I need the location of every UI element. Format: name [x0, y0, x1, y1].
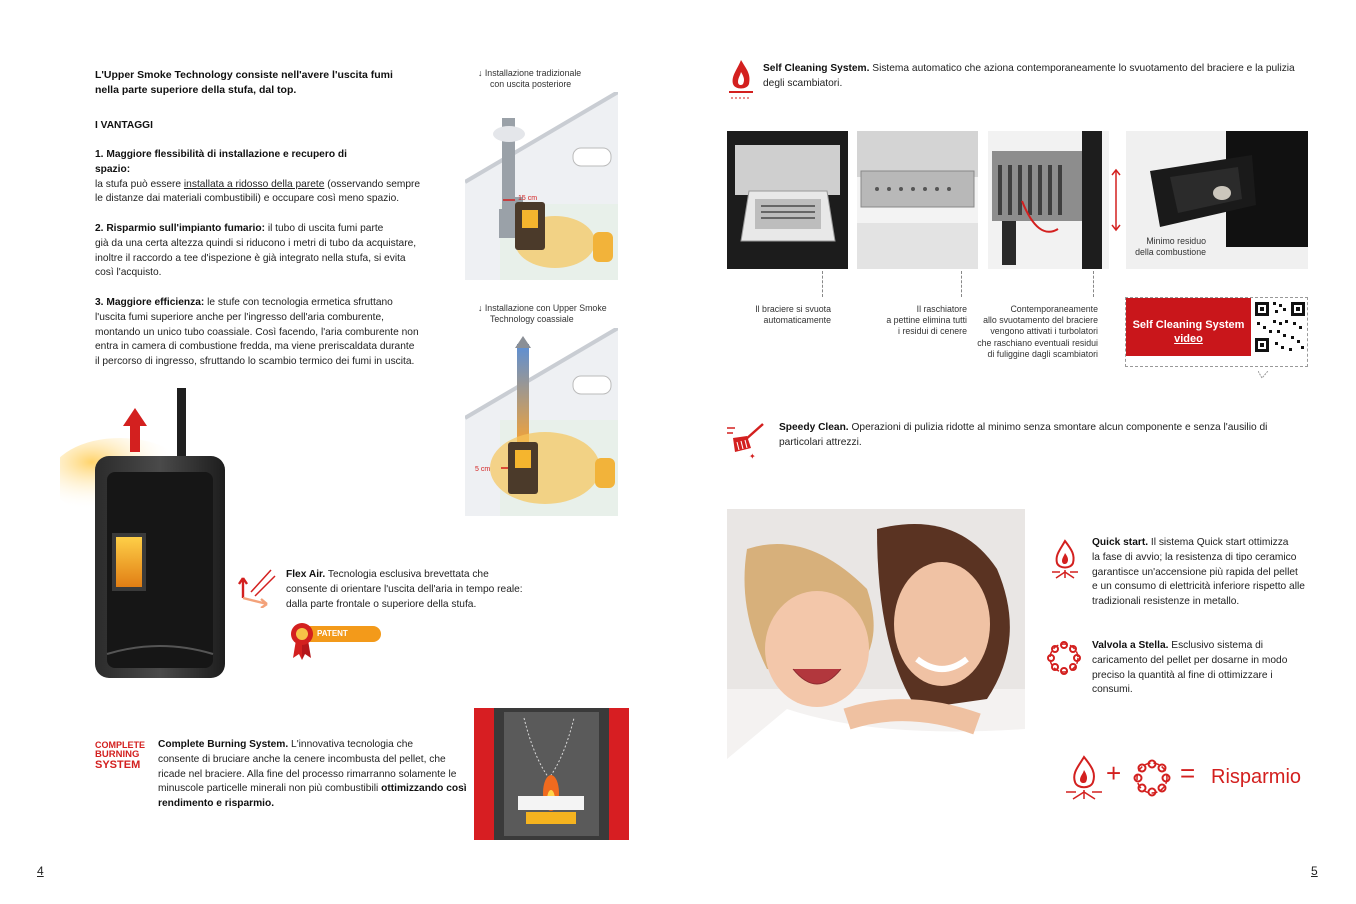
flame-spark-icon — [1046, 538, 1084, 580]
vantaggio-2: 2. Risparmio sull'impianto fumario: il tubo di uscita fumi parte già da una certa altezza quindi si riducono i metri di tubo da acquistare, inoltre il raccordo a tee d'ispezione è già integrato nella stufa, si evita così l'acquisto. — [95, 223, 417, 279]
speech-tail-icon — [1258, 366, 1270, 374]
connector-2 — [961, 271, 962, 297]
diagram-upper-smoke-installation — [465, 328, 618, 516]
caption-residuo: Minimo residuo della combustione — [1135, 236, 1206, 258]
diagram-1-label: ↓ Installazione tradizionale con uscita posteriore — [478, 68, 582, 90]
vantaggio-1: 1. Maggiore flessibilità di installazione e recupero di spazio: la stufa può essere installata a ridosso della parete (osservando sempre le distanze dai materiali combustibili) e occupare così meno spazio. — [95, 149, 421, 205]
caption-raschiatore: Il raschiatore a pettine elimina tutti i residui di cenere — [886, 304, 967, 337]
page-number-left: 4 — [37, 864, 44, 878]
burn-chamber-image — [474, 708, 629, 840]
flex-air-text: Flex Air. Tecnologia esclusiva brevettata che consente di orientare l'uscita dell'aria in tempo reale: dalla parte frontale o superiore della stufa. — [286, 569, 523, 610]
valvola-text: Valvola a Stella. Esclusivo sistema di caricamento del pellet per dosarne in modo preciso la quantità al fine di ottimizzare i consumi. — [1092, 640, 1288, 696]
cbs-text: Complete Burning System. L'innovativa tecnologia che consente di bruciare anche la cenere incombusta del pellet, che ricade nel braciere. Alla fine del processo rimarranno solamente le minuscole particelle minerali non più combustibili ottimizzando così rendimento e risparmio. — [158, 739, 467, 810]
speedy-clean-text: Speedy Clean. Operazioni di pulizia ridotte al minimo senza smontare alcun componente e senza l'ausilio di particolari attrezzi. — [779, 422, 1268, 448]
stove-product-image — [60, 388, 235, 680]
star-valve-icon — [1046, 640, 1082, 676]
mother-child-photo — [727, 509, 1025, 840]
video-panel — [1125, 297, 1308, 367]
diagram-2-label: ↓ Installazione con Upper Smoke Technology coassiale — [478, 303, 607, 325]
vantaggi-title: I VANTAGGI — [95, 120, 153, 131]
connector-1 — [822, 271, 823, 297]
braciere-photo — [727, 131, 848, 269]
distance-label-5: 5 cm — [475, 466, 491, 473]
qr-code-icon[interactable] — [1253, 300, 1307, 354]
caption-turbolatori: Contemporaneamente allo svuotamento del braciere vengono attivati i turbolatori che raschiano eventuali residui di fuliggine dagli scambiatori — [977, 304, 1098, 359]
vertical-arrow-icon — [1111, 168, 1121, 232]
plus-sign: + — [1106, 758, 1122, 788]
broom-icon — [725, 420, 767, 460]
arrow-down-icon: ↓ — [478, 68, 483, 78]
raschiatore-photo — [857, 131, 978, 269]
quick-start-text: Quick start. Il sistema Quick start ottimizza la fase di avvio; la resistenza di tipo ceramico garantisce un'accensione più rapida del pellet e un consumo di elettricità inferiore rispetto alle tradizionali resistenze in metallo. — [1092, 537, 1305, 608]
self-cleaning-text: Self Cleaning System. Sistema automatico che aziona contemporaneamente lo svuotamento del braciere e la pulizia degli scambiatori. — [763, 63, 1295, 89]
risparmio-label: Risparmio — [1211, 766, 1302, 788]
equals-sign: = — [1180, 758, 1196, 788]
patent-pending-badge: PATENT PENDING — [287, 622, 382, 660]
flame-spark-icon — [1060, 754, 1108, 800]
distance-label-15: 15 cm — [518, 195, 538, 202]
self-cleaning-video-button[interactable]: Self Cleaning System video — [1126, 298, 1251, 356]
arrow-down-icon: ↓ — [478, 303, 483, 313]
star-valve-icon — [1132, 758, 1172, 798]
svg-text:✦: ✦ — [749, 452, 756, 460]
diagram-traditional-installation — [465, 92, 618, 280]
connector-3 — [1093, 271, 1094, 297]
page-number-right: 5 — [1311, 864, 1318, 878]
patent-ribbon-icon — [287, 622, 317, 660]
flex-air-icon — [237, 562, 279, 608]
caption-braciere: Il braciere si svuota automaticamente — [755, 304, 831, 326]
turbolatori-photo — [988, 131, 1109, 269]
flame-sweep-icon — [725, 58, 757, 106]
intro-text: L'Upper Smoke Technology consiste nell'avere l'uscita fumi nella parte superiore della stufa, dal top. — [95, 69, 393, 96]
complete-burning-system-logo: COMPLETE BURNING SYSTEM — [95, 740, 146, 771]
vantaggio-3: 3. Maggiore efficienza: le stufe con tecnologia ermetica sfruttano l'uscita fumi superiore anche per l'ingresso dell'aria comburente, montando un unico tubo coassiale. Così facendo, l'aria comburente non entra in camera di combustione fredda, ma viene preriscaldata durante il percorso di ingresso, sfruttando lo scambio termico dei fumi in uscita. — [95, 297, 419, 368]
